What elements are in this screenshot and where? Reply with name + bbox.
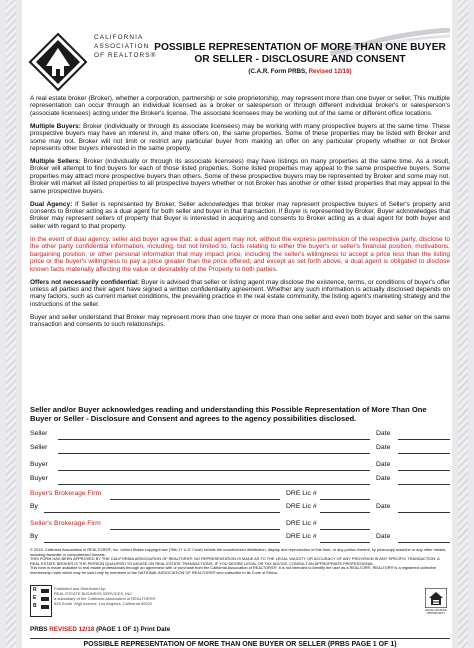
org-name-line3: OF REALTORS® xyxy=(94,52,157,59)
seller-agent-date-field[interactable] xyxy=(398,542,450,543)
title-line1: POSSIBLE REPRESENTATION OF MORE THAN ONE BUYER xyxy=(154,42,446,53)
car-logo-icon xyxy=(28,32,88,92)
buyer-signature-row-2 xyxy=(30,475,450,485)
publisher-line1: Published and Distributed by: xyxy=(54,586,107,591)
buyer-brokerage-row xyxy=(30,490,450,500)
buyer-date-field[interactable] xyxy=(398,470,450,471)
dual-agency-heading: Dual Agency: xyxy=(30,200,73,208)
seller-brokerage-row xyxy=(30,520,450,530)
seller-label: Seller xyxy=(30,430,48,437)
dual-agency-paragraph xyxy=(30,201,450,231)
buyer-signature-field[interactable] xyxy=(58,484,370,485)
form-ref-text: (C.A.R. Form PRBS, xyxy=(248,68,307,75)
publisher-line2: REAL ESTATE BUSINESS SERVICES, INC. xyxy=(54,591,134,596)
date-label: Date xyxy=(376,430,391,437)
availability-notice: This form is made available to real estate professionals through an agreement with or purchase from the California Association of REALTORS®. It is not intended to identify the user as a REALTOR®. REALTOR® is a registered collective membership mark which may be used only by members of the NATIONAL ASSOCIATION OF REALTORS® who subscribe to its Code of Ethics. xyxy=(30,565,437,575)
seller-brokerage-field[interactable] xyxy=(110,529,280,530)
buyer-signature-row-1 xyxy=(30,461,450,471)
org-name-line1: CALIFORNIA xyxy=(94,34,144,41)
buyer-brokerage-label: Buyer's Brokerage Firm xyxy=(30,490,102,497)
dual-agency-terms-paragraph xyxy=(30,236,450,273)
multiple-buyers-heading: Multiple Buyers: xyxy=(30,122,81,130)
seller-signature-field[interactable] xyxy=(58,453,370,454)
seller-signature-row-1 xyxy=(30,430,450,440)
offers-confidential-paragraph xyxy=(30,279,450,309)
buyer-brokerage-field[interactable] xyxy=(110,499,280,500)
dre-lic-label: DRE Lic # xyxy=(286,533,317,540)
by-label: By xyxy=(30,503,38,510)
form-title xyxy=(150,42,450,66)
consent-paragraph: Buyer and seller understand that Broker may represent more than one buyer or more than one seller and even both buyer and seller on the same transaction and consents to such relationships. xyxy=(30,313,450,329)
buyer-label: Buyer xyxy=(30,475,48,482)
dre-lic-label: DRE Lic # xyxy=(286,520,317,527)
form-body xyxy=(30,95,450,334)
dual-agency-text: If Seller is represented by Broker, Seller acknowledges that broker may represent prospective buyers of Seller's property and consents to Broker acting as a dual agent for both seller and buyer in that transaction. If Buyer is represented by Broker, Buyer acknowledges that Broker may represent sellers of property that Buyer is interested in acquiring and consents to Broker acting as a dual agent for both buyer and seller with regard to that property. xyxy=(30,200,450,230)
buyer-agent-dre-field[interactable] xyxy=(320,512,370,513)
multiple-buyers-paragraph xyxy=(30,123,450,153)
seller-agent-dre-field[interactable] xyxy=(320,542,370,543)
seller-brokerage-label: Seller's Brokerage Firm xyxy=(30,520,101,527)
title-line2: OR SELLER - DISCLOSURE AND CONSENT xyxy=(194,54,406,65)
form-reference xyxy=(150,68,450,75)
multiple-sellers-heading: Multiple Sellers: xyxy=(30,158,81,166)
offers-confidential-heading: Offers not necessarily confidential: xyxy=(30,278,140,286)
equal-housing-opportunity-badge xyxy=(425,588,447,616)
seller-date-field[interactable] xyxy=(398,453,450,454)
by-label: By xyxy=(30,533,38,540)
seller-label: Seller xyxy=(30,444,48,451)
acknowledgment-statement: Seller and/or Buyer acknowledges reading and understanding this Possible Representation of More Than One Buyer or Seller - Disclosure and Consent and agrees to the agency possibilities disclosed. xyxy=(30,405,427,424)
footer-title-bar: POSSIBLE REPRESENTATION OF MORE THAN ONE BUYER OR SELLER (PRBS PAGE 1 OF 1) xyxy=(30,638,450,648)
date-label: Date xyxy=(376,475,391,482)
seller-brokerage-dre-field[interactable] xyxy=(320,529,370,530)
buyer-agent-signature-field[interactable] xyxy=(44,512,280,513)
legal-disclaimer: THIS FORM HAS BEEN APPROVED BY THE CALIFORNIA ASSOCIATION OF REALTORS®. NO REPRESENTATION IS MADE AS TO THE LEGAL VALIDITY OR ACCURACY OF ANY PROVISION IN ANY SPECIFIC TRANSACTION. A REAL ESTATE BROKER IS THE PERSON QUALIFIED TO ADVISE ON REAL ESTATE TRANSACTIONS. IF YOU DESIRE LEGAL OR TAX ADVICE, CONSULT AN APPROPRIATE PROFESSIONAL. xyxy=(30,556,440,566)
buyer-agent-date-field[interactable] xyxy=(398,512,450,513)
seller-agent-signature-field[interactable] xyxy=(44,542,280,543)
footer-revised: REVISED 12/18 xyxy=(49,626,95,633)
seller-agent-row xyxy=(30,533,450,543)
multiple-sellers-paragraph xyxy=(30,158,450,195)
buyer-brokerage-dre-field[interactable] xyxy=(320,499,370,500)
equal-housing-icon xyxy=(425,588,447,608)
dre-lic-label: DRE Lic # xyxy=(286,490,317,497)
publisher-line3: a subsidiary of the California Association of REALTORS® xyxy=(54,596,156,601)
legal-fine-print xyxy=(30,548,450,576)
form-revision: Revised 12/18) xyxy=(308,68,352,75)
footer-page-info: (PAGE 1 OF 1) Print Date xyxy=(96,626,171,633)
equal-housing-caption: EQUAL HOUSING OPPORTUNITY xyxy=(425,609,447,615)
footer-form-code: PRBS xyxy=(30,626,48,633)
offers-confidential-text: Buyer is advised that seller or listing agent may disclose the existence, terms, or conditions of buyer's offer unless all parties and their agent have signed a written confidentiality agreement. Whether any such information is actually disclosed depends on many factors, such as current market conditions, the prevailing practice in the real estate community, the listing agent's marketing strategy and the instructions of the seller. xyxy=(30,278,450,308)
date-label: Date xyxy=(376,533,391,540)
buyer-label: Buyer xyxy=(30,461,48,468)
dre-lic-label: DRE Lic # xyxy=(286,503,317,510)
org-name-line2: ASSOCIATION xyxy=(94,43,150,50)
buyer-signature-field[interactable] xyxy=(58,470,370,471)
intro-paragraph: A real estate broker (Broker), whether a corporation, partnership or sole proprietorship, may represent more than one buyer or seller. This multiple representation can occur through an individual licensed as a broker or salesperson or through different individual broker's or salesperson's (associate licensees) acting under the Broker's license. The associate licensees may be working out of the same or different office locations. xyxy=(30,95,450,117)
date-label: Date xyxy=(376,461,391,468)
publisher-block xyxy=(30,585,230,619)
seller-date-field[interactable] xyxy=(398,439,450,440)
date-label: Date xyxy=(376,444,391,451)
footer-revision-line xyxy=(30,626,170,633)
copyright-notice: © 2018, California Association of REALTORS®, Inc. United States copyright law (Title 17 U.S. Code) forbids the unauthorized distribution, display and reproduction of this form, or any portion thereof, by photocopy machine or any other means, including facsimile or computerized formats. xyxy=(30,547,447,557)
publisher-text xyxy=(54,586,184,606)
dual-agency-terms-text: a dual agent may not, without the express permission of the respective party, disclose to the other party confidential information, including, but not limited to, facts relating to either the buyer's or seller's financial position, motivations, bargaining position, or other personal information that may impact price, including the seller's willingness to accept a price less than the listing price or the buyer's willingness to pay a price greater than the price offered; and except as set forth above, a dual agent is obligated to disclose known facts materially affecting the value or desirability of the Property to both parties. xyxy=(30,235,450,273)
seller-signature-field[interactable] xyxy=(58,439,370,440)
left-decorative-border xyxy=(0,0,22,648)
buyer-date-field[interactable] xyxy=(398,484,450,485)
date-label: Date xyxy=(376,503,391,510)
multiple-buyers-text: Broker (individually or through its associate licensees) may be working with many prospective buyers at the same time. These prospective buyers may have an interest in, and make offers on, the same properties. Some of these properties may be listed with Broker and some may not. Broker will not limit or restrict any particular buyer from making an offer on any particular property whether or not Broker represents other buyers interested in the same property. xyxy=(30,122,450,153)
reb-services-logo-icon: R E B xyxy=(30,585,52,617)
buyer-agent-row xyxy=(30,503,450,513)
dual-agency-terms-intro: In the event of dual agency, seller and buyer agree that: xyxy=(30,235,195,243)
seller-signature-row-2 xyxy=(30,444,450,454)
publisher-line4: 525 South Virgil Avenue, Los Angeles, California 90020 xyxy=(54,601,152,606)
right-decorative-border xyxy=(452,0,474,648)
multiple-sellers-text: Broker (individually or through its associate licensees) may have listings on many properties at the same time. As a result, Broker will attempt to find buyers for each of those listed properties. Some listed properties may appeal to the same prospective buyers. Some properties may attract more prospective buyers than others. Some of these prospective buyers may be represented by Broker and some may not. Broker will market all listed properties to all prospective buyers whether or not Broker has another or other listed properties that may appeal to the same prospective buyers. xyxy=(30,158,450,195)
